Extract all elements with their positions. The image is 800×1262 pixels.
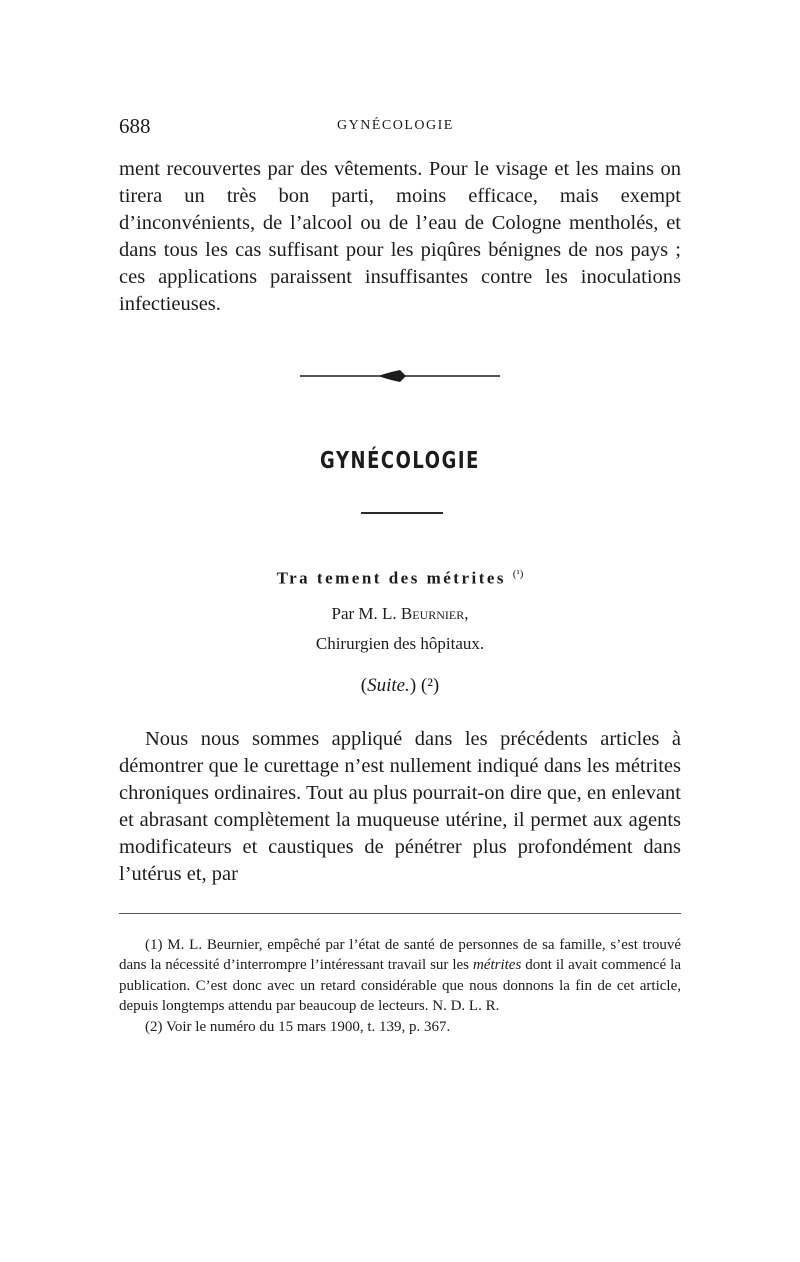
footnote-1-italic: métrites	[472, 957, 522, 974]
footnote-1-part-b: dont il avait commencé la publication. C’est donc avec un retard considérable que nous donnons la fin de cet article, depuis longtemps attendu par beaucoup de lecteurs. N. D. L. R.	[119, 957, 681, 1015]
article-title-text: Tra tement des métrites	[276, 568, 507, 588]
ornament-divider	[300, 366, 500, 386]
running-title: GYNÉCOLOGIE	[337, 118, 454, 133]
page-number: 688	[119, 114, 151, 138]
footnote-ref-2: (²)	[420, 675, 440, 696]
footnote-1	[119, 935, 681, 1017]
suite-label: Suite.	[367, 675, 410, 696]
footnote-ref-1: (¹)	[512, 568, 524, 580]
footnotes	[119, 935, 681, 1037]
author-affiliation: Chirurgien des hôpitaux.	[315, 634, 485, 653]
footnote-1-part-a: (1) M. L. Beurnier, empêché par l’état de santé de personnes de sa famille, s’est trouvé dans la nécessité d’interrompre l’intéressant travail sur les	[119, 937, 681, 974]
suite-line: (Suite.) (²)	[360, 675, 440, 696]
section-heading: GYNÉCOLOGIE	[320, 448, 480, 474]
author-prefix: Par M. L.	[331, 604, 397, 623]
article-title	[0, 568, 800, 589]
paragraph-continuation: ment recouvertes par des vêtements. Pour le visage et les mains on tirera un très bon parti, moins efficace, mais exempt d’inconvénients, de l’alcool ou de l’eau de Cologne mentholés, et dans tous les cas suffisant pour les piqûres bénignes de nos pays ; ces applications paraissent insuffisantes contre les inoculations infectieuses.	[119, 158, 681, 315]
heading-rule	[361, 512, 443, 514]
author-name: Beurnier,	[400, 604, 469, 623]
footnote-2: (2) Voir le numéro du 15 mars 1900, t. 139, p. 367.	[145, 1018, 451, 1035]
footnote-rule	[119, 913, 681, 914]
author-line	[0, 604, 800, 624]
paragraph-body: Nous nous sommes appliqué dans les précédents articles à démontrer que le curettage n’est nullement indiqué dans les métrites chroniques ordinaires. Tout au plus pourrait-on dire que, en enlevant et abrasant complètement la muqueuse utérine, il permet aux agents modificateurs et caustiques de pénétrer plus profondément dans l’utérus et, par	[119, 728, 681, 885]
